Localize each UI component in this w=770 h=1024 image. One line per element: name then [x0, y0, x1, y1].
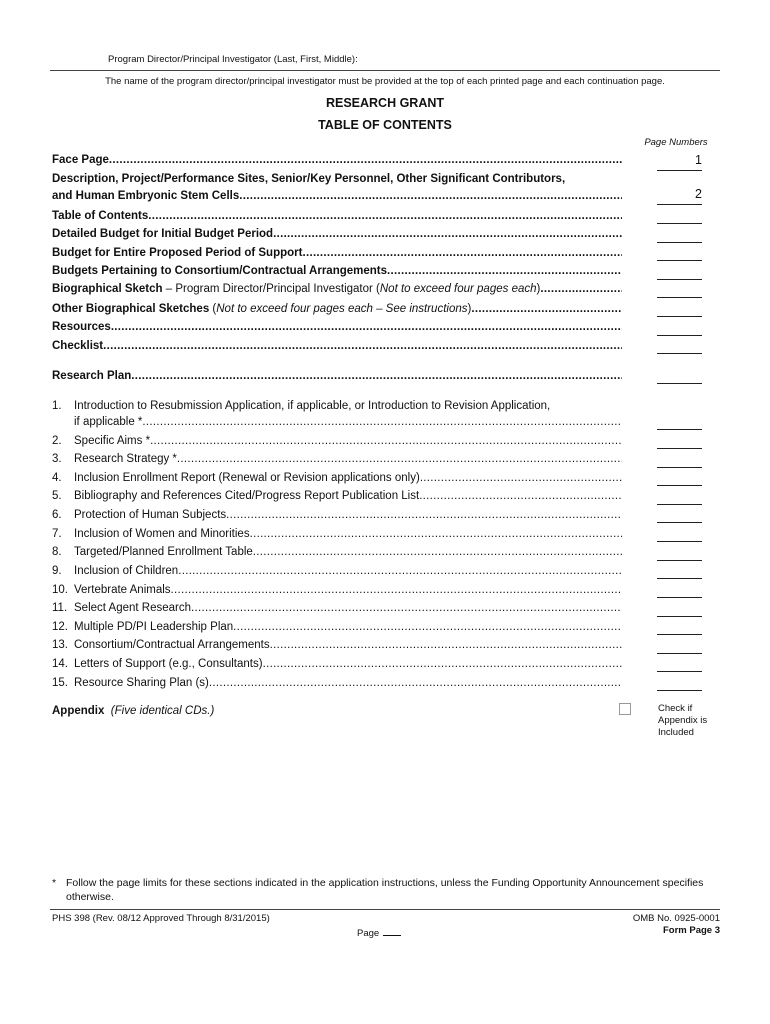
- page-number-field[interactable]: Page: [357, 926, 401, 939]
- plan-item-4: 4. Inclusion Enrollment Report (Renewal or Revision applications only) .....: [52, 469, 622, 487]
- toc-other-biographical-sketches: Other Biographical Sketches (Not to exceed four pages each – See instructions) .....: [52, 300, 622, 318]
- footer-rule: [50, 909, 720, 910]
- page-number-blank[interactable]: [657, 242, 702, 243]
- page-number-blank[interactable]: [657, 448, 702, 449]
- appendix-checkbox[interactable]: [619, 703, 631, 715]
- toc-label: Research Plan: [52, 370, 132, 382]
- toc-description: [52, 187, 622, 205]
- page-number-blank[interactable]: [657, 353, 702, 354]
- plan-item-6: 6. Protection of Human Subjects .....: [52, 506, 622, 524]
- plan-item-8: 8. Targeted/Planned Enrollment Table .....: [52, 543, 622, 561]
- pi-name-label: Program Director/Principal Investigator (Last, First, Middle):: [108, 54, 358, 65]
- toc-label: and Human Embryonic Stem Cells: [52, 190, 240, 202]
- plan-item-1: if applicable * .....: [52, 413, 622, 431]
- header-rule: [50, 70, 720, 71]
- toc-entire-budget: [52, 244, 622, 262]
- page-number-blank[interactable]: [657, 279, 702, 280]
- plan-item-11: 11. Select Agent Research .....: [52, 599, 622, 617]
- page-number-blank[interactable]: [657, 634, 702, 635]
- toc-label: Budget for Entire Proposed Period of Support: [52, 247, 303, 259]
- toc-label: Budgets Pertaining to Consortium/Contractual Arrangements: [52, 265, 388, 277]
- plan-item-2: 2. Specific Aims * .....: [52, 432, 622, 450]
- page-number-blank[interactable]: [657, 429, 702, 430]
- footnote-text: Follow the page limits for these sections indicated in the application instructions, unless the Funding Opportunity Announcement specifies otherwise.: [66, 877, 704, 903]
- toc-label: Resources: [52, 321, 111, 333]
- page-number-face-page[interactable]: 1: [695, 153, 702, 167]
- form-page-number: Form Page 3: [662, 925, 720, 936]
- form-subtitle: TABLE OF CONTENTS: [318, 118, 452, 132]
- page-number-blank[interactable]: [657, 260, 702, 261]
- page-number-blank[interactable]: [657, 467, 702, 468]
- plan-item-9: 9. Inclusion of Children .....: [52, 562, 622, 580]
- plan-item-5: 5. Bibliography and References Cited/Progress Report Publication List .....: [52, 487, 622, 505]
- page-numbers-header: Page Numbers: [644, 137, 708, 148]
- toc-resources: [52, 318, 622, 336]
- page-number-blank[interactable]: [657, 335, 702, 336]
- toc-research-plan: [52, 367, 622, 385]
- page-number-blank[interactable]: [657, 690, 702, 691]
- toc-consortium-budgets: [52, 262, 622, 280]
- toc-label: Checklist: [52, 340, 104, 352]
- toc-checklist: [52, 337, 622, 355]
- plan-item-12: 12. Multiple PD/PI Leadership Plan .....: [52, 618, 622, 636]
- appendix-check-note: Check if Appendix is Included: [658, 703, 708, 738]
- omb-number: OMB No. 0925-0001: [632, 913, 720, 924]
- plan-item-13: 13. Consortium/Contractual Arrangements .....: [52, 636, 622, 654]
- page-number-blank[interactable]: [657, 485, 702, 486]
- toc-detailed-budget: [52, 225, 622, 243]
- page-number-blank[interactable]: [657, 522, 702, 523]
- page-number-line: [657, 170, 702, 171]
- toc-label: Detailed Budget for Initial Budget Period: [52, 228, 274, 240]
- plan-item-14: 14. Letters of Support (e.g., Consultants) .....: [52, 655, 622, 673]
- form-identifier: PHS 398 (Rev. 08/12 Approved Through 8/31/2015): [52, 913, 270, 924]
- page-number-blank[interactable]: [657, 597, 702, 598]
- toc-description-line1: Description, Project/Performance Sites, Senior/Key Personnel, Other Significant Contributors,: [52, 173, 566, 185]
- plan-item-3: 3. Research Strategy * .....: [52, 450, 622, 468]
- page-number-description[interactable]: 2: [695, 187, 702, 201]
- page-number-blank[interactable]: [657, 560, 702, 561]
- plan-item-10: 10. Vertebrate Animals .....: [52, 581, 622, 599]
- toc-label: Table of Contents: [52, 210, 149, 222]
- plan-item-1-line1: 1. Introduction to Resubmission Application, if applicable, or Introduction to Revision Application,: [52, 400, 551, 412]
- page-number-line: [657, 204, 702, 205]
- toc-face-page: [52, 151, 622, 169]
- page-number-blank[interactable]: [657, 316, 702, 317]
- toc-table-of-contents: [52, 207, 622, 225]
- page-number-blank[interactable]: [657, 578, 702, 579]
- toc-biographical-sketch: Biographical Sketch – Program Director/Principal Investigator (Not to exceed four pages each) .....: [52, 280, 622, 298]
- page-number-blank[interactable]: [657, 671, 702, 672]
- appendix-label: Appendix (Five identical CDs.): [52, 705, 215, 717]
- page-number-blank[interactable]: [657, 297, 702, 298]
- asterisk: *: [52, 877, 57, 889]
- plan-item-7: 7. Inclusion of Women and Minorities .....: [52, 525, 622, 543]
- plan-item-15: 15. Resource Sharing Plan (s) .....: [52, 674, 622, 692]
- toc-label: Face Page: [52, 154, 109, 166]
- pi-instruction-note: The name of the program director/principal investigator must be provided at the top of each printed page and each continuation page.: [105, 76, 665, 87]
- page-number-blank[interactable]: [657, 653, 702, 654]
- page-number-blank[interactable]: [657, 541, 702, 542]
- page-limit-footnote: [52, 876, 722, 904]
- form-title: RESEARCH GRANT: [325, 96, 445, 110]
- page-number-blank[interactable]: [657, 223, 702, 224]
- page-number-blank[interactable]: [657, 383, 702, 384]
- page-number-blank[interactable]: [657, 504, 702, 505]
- page-number-blank[interactable]: [657, 616, 702, 617]
